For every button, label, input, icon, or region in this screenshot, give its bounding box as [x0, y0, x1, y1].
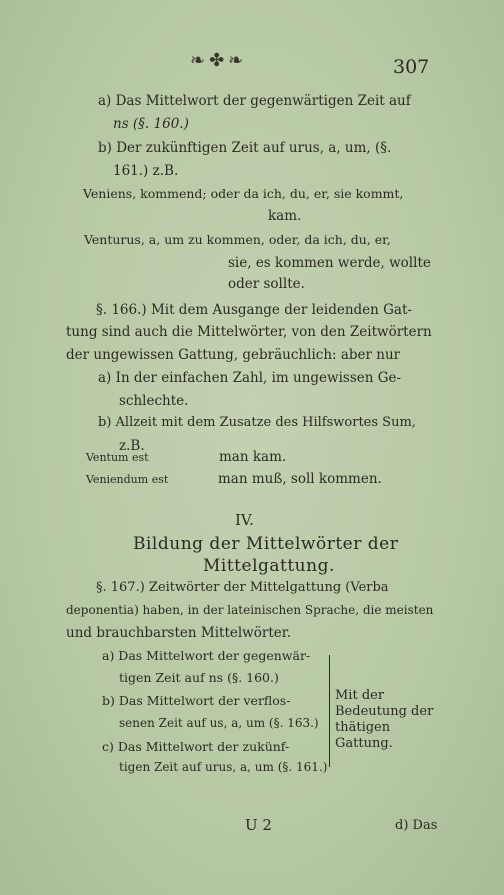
list-item: c) Das Mittelwort der zukünf-: [102, 739, 290, 754]
example-german: man muß, soll kommen.: [218, 471, 382, 487]
paragraph-line: und brauchbarsten Mittelwörter.: [66, 625, 291, 641]
brace-note: Mit der Bedeutung der thätigen Gattung.: [335, 688, 434, 751]
list-item: senen Zeit auf us, a, um (§. 163.): [119, 716, 319, 730]
section-number: IV.: [235, 511, 254, 529]
example-german: man kam.: [219, 449, 287, 465]
paragraph-line: deponentia) haben, in der lateinischen Sprache, die meisten: [66, 603, 434, 617]
list-item: tigen Zeit auf ns (§. 160.): [119, 670, 279, 685]
paragraph-line: §. 167.) Zeitwörter der Mittelgattung (Verba: [96, 580, 389, 595]
header-ornament: ❧✤❧: [190, 50, 248, 71]
paragraph-line: §. 166.) Mit dem Ausgange der leidenden Gat-: [96, 302, 412, 318]
list-item: b) Das Mittelwort der verflos-: [102, 693, 291, 708]
text-line: b) Der zukünftigen Zeit auf urus, a, um, (§.: [98, 140, 392, 156]
section-title: Bildung der Mittelwörter der: [133, 534, 399, 554]
text-line: oder sollte.: [228, 276, 305, 292]
text-line: 161.) z.B.: [113, 163, 179, 179]
list-item: tigen Zeit auf urus, a, um (§. 161.): [119, 760, 328, 774]
text-line: Veniens, kommend; oder da ich, du, er, sie kommt,: [83, 186, 404, 201]
text-line: a) In der einfachen Zahl, im ungewissen Ge-: [98, 370, 402, 386]
example-latin: Ventum est: [86, 451, 149, 464]
text-line: z.B.: [119, 438, 145, 454]
paragraph-line: tung sind auch die Mittelwörter, von den Zeitwörtern: [66, 324, 432, 340]
signature-mark: U 2: [245, 816, 272, 834]
text-line: Venturus, a, um zu kommen, oder, da ich, du, er,: [84, 232, 391, 247]
text-line: a) Das Mittelwort der gegenwärtigen Zeit auf: [98, 93, 411, 109]
text-line: kam.: [268, 208, 302, 224]
grouping-brace: [329, 655, 330, 767]
text-line: schlechte.: [119, 393, 189, 409]
text-line: b) Allzeit mit dem Zusatze des Hilfswortes Sum,: [98, 415, 416, 430]
list-item: a) Das Mittelwort der gegenwär-: [102, 648, 311, 663]
text-line: sie, es kommen werde, wollte: [228, 255, 431, 271]
catchword: d) Das: [395, 818, 438, 833]
text-line: ns (§. 160.): [113, 116, 189, 132]
example-latin: Veniendum est: [86, 473, 169, 486]
page-number: 307: [393, 56, 430, 78]
paragraph-line: der ungewissen Gattung, gebräuchlich: aber nur: [66, 347, 401, 363]
section-title: Mittelgattung.: [203, 556, 335, 576]
